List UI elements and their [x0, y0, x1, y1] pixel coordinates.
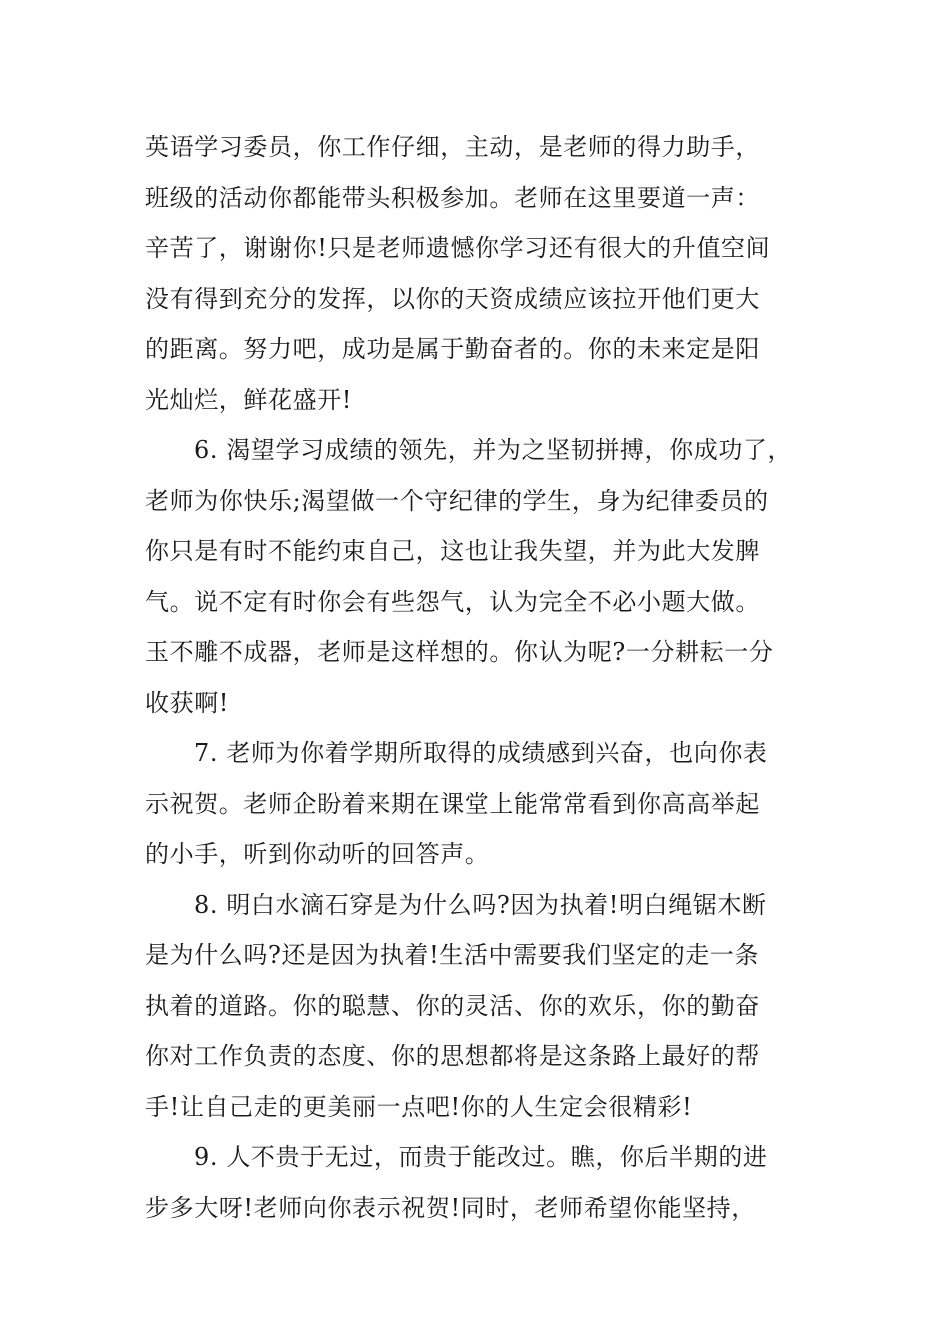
text-line: 光灿烂，鲜花盛开! — [145, 385, 353, 414]
text-line: 没有得到充分的发挥，以你的天资成绩应该拉开他们更大 — [145, 284, 760, 313]
text-line: 步多大呀!老师向你表示祝贺!同时，老师希望你能坚持， — [145, 1193, 756, 1222]
paragraph-start-line: 9. 人不贵于无过，而贵于能改过。瞧，你后半期的进 — [194, 1143, 768, 1171]
text-line: 辛苦了，谢谢你!只是老师遗憾你学习还有很大的升值空间 — [145, 234, 771, 262]
text-line: 你只是有时不能约束自己，这也让我失望，并为此大发脾 — [145, 537, 760, 565]
paragraph-start-line: 8. 明白水滴石穿是为什么吗?因为执着!明白绳锯木断 — [194, 890, 767, 919]
text-line: 班级的活动你都能带头积极参加。老师在这里要道一声： — [145, 183, 760, 212]
text-line: 气。说不定有时你会有些怨气，认为完全不必小题大做。 — [145, 587, 760, 616]
text-line: 老师为你快乐;渴望做一个守纪律的学生，身为纪律委员的 — [145, 486, 769, 515]
text-line: 英语学习委员，你工作仔细，主动，是老师的得力助手， — [145, 133, 760, 161]
paragraph-start-line: 6. 渴望学习成绩的领先，并为之坚韧拼搏，你成功了， — [194, 436, 793, 464]
text-line: 的距离。努力吧，成功是属于勤奋者的。你的未来定是阳 — [145, 335, 760, 363]
text-line: 收获啊! — [145, 688, 230, 717]
text-line: 的小手，听到你动听的回答声。 — [145, 840, 490, 868]
text-line: 是为什么吗?还是因为执着!生活中需要我们坚定的走一条 — [145, 941, 760, 969]
text-line: 玉不雕不成器，老师是这样想的。你认为呢?一分耕耘一分 — [145, 638, 774, 666]
text-line: 你对工作负责的态度、你的思想都将是这条路上最好的帮 — [145, 1042, 760, 1070]
paragraph-start-line: 7. 老师为你着学期所取得的成绩感到兴奋，也向你表 — [194, 739, 768, 767]
document-page — [145, 122, 825, 1233]
text-line: 示祝贺。老师企盼着来期在课堂上能常常看到你高高举起 — [145, 789, 760, 818]
text-line: 手!让自己走的更美丽一点吧!你的人生定会很精彩! — [145, 1092, 693, 1121]
text-line: 执着的道路。你的聪慧、你的灵活、你的欢乐，你的勤奋 — [145, 991, 760, 1020]
